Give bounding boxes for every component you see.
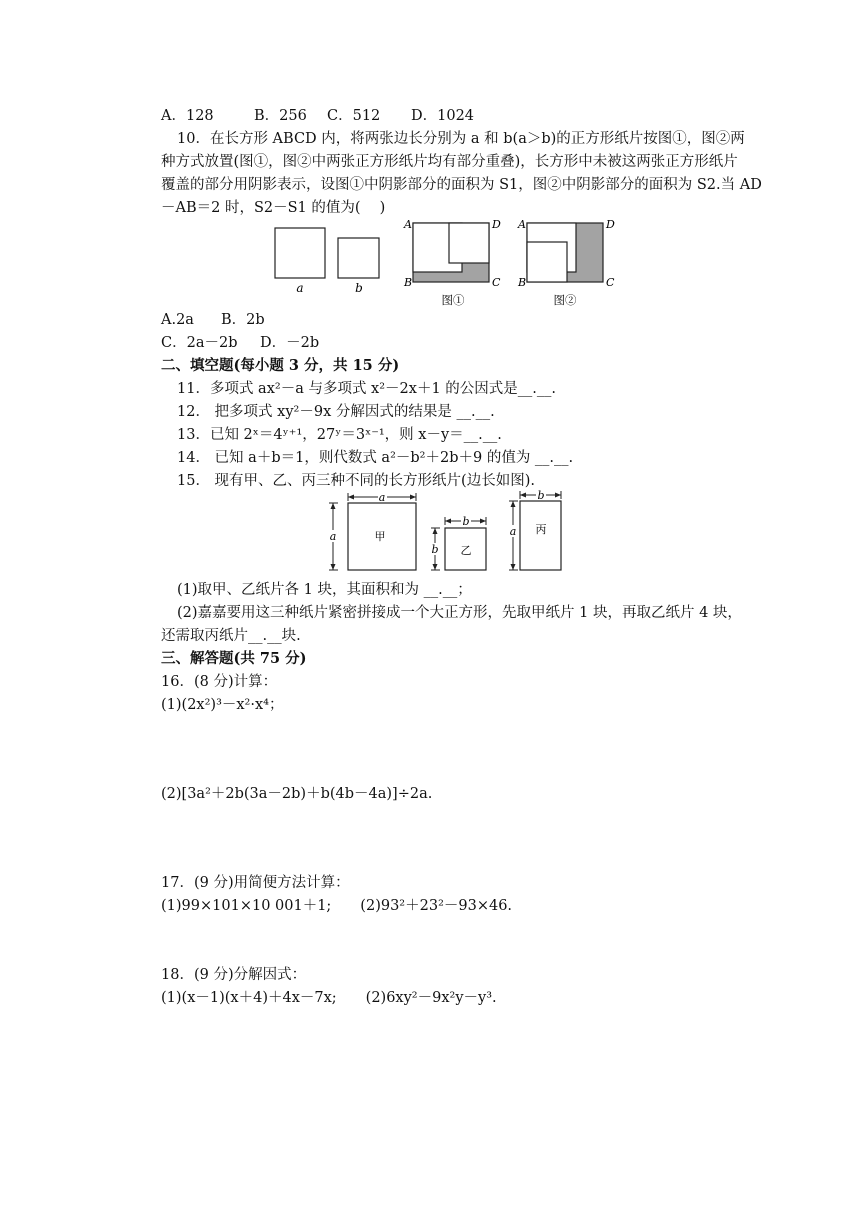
bing-label: 丙 (535, 523, 547, 536)
q16-title: 16．(8 分)计算： (161, 674, 278, 690)
q10-line-4: －AB＝2 时，S2－S1 的值为( ) (161, 200, 386, 216)
section-2-heading: 二、填空题(每小题 3 分，共 15 分) (161, 357, 400, 374)
q16-part-2: (2)[3a²＋2b(3a－2b)＋b(4b－4a)]÷2a. (161, 786, 433, 802)
square-a (275, 228, 325, 278)
figure-2-caption: 图② (553, 293, 577, 307)
q13: 13．已知 2ˣ＝4ʸ⁺¹，27ʸ＝3ˣ⁻¹，则 x－y＝__.__. (177, 427, 502, 443)
figure-1 (403, 218, 501, 307)
jia-height-label: a (329, 530, 337, 543)
label-D-2: D (606, 218, 615, 231)
label-C-2: C (606, 276, 615, 289)
q10-line-2: 种方式放置(图①，图②中两张正方形纸片均有部分重叠)，长方形中未被这两张正方形纸片 (161, 154, 738, 170)
q12: 12． 把多项式 xy²－9x 分解因式的结果是 __.__. (177, 404, 495, 420)
square-b-2 (527, 242, 567, 282)
q16-part-1: (1)(2x²)³－x²·x⁴； (161, 697, 284, 713)
q10-line-3: 覆盖的部分用阴影表示，设图①中阴影部分的面积为 S1，图②中阴影部分的面积为 S2.当 AD (161, 177, 762, 193)
yi-label: 乙 (460, 544, 472, 557)
q9-option-c: C．512 (327, 108, 381, 124)
figure-2 (517, 218, 615, 307)
q15-part-1: (1)取甲、乙纸片各 1 块，其面积和为 __.__； (177, 582, 472, 598)
square-b-1 (449, 223, 489, 263)
paper-yi (430, 515, 486, 570)
q17-title: 17．(9 分)用简便方法计算： (161, 875, 350, 891)
label-B-2: B (518, 276, 527, 289)
q11: 11．多项式 ax²－a 与多项式 x²－2x＋1 的公因式是__.__. (177, 381, 557, 397)
q10-figure (265, 212, 625, 312)
q15-part-2: (2)嘉嘉要用这三种纸片紧密拼接成一个大正方形，先取甲纸片 1 块，再取乙纸片 4 块， (177, 605, 742, 621)
jia-width-label: a (378, 491, 386, 504)
q18-parts: (1)(x－1)(x＋4)＋4x－7x; (2)6xy²－9x²y－y³. (161, 990, 497, 1006)
q10-option-b: B．2b (221, 312, 265, 328)
q15-figure (325, 488, 575, 578)
label-D-1: D (492, 218, 501, 231)
q10-option-d: D．－2b (260, 335, 320, 351)
paper-jia (328, 491, 416, 570)
label-B-1: B (404, 276, 413, 289)
figure-1-caption: 图① (441, 293, 465, 307)
square-b (338, 238, 379, 278)
q18-title: 18．(9 分)分解因式： (161, 967, 307, 983)
label-A-2: A (518, 218, 526, 231)
label-C-1: C (492, 276, 501, 289)
q14: 14． 已知 a＋b＝1，则代数式 a²－b²＋2b＋9 的值为 __.__. (177, 450, 574, 466)
q17-parts: (1)99×101×10 001＋1; (2)93²＋23²－93×46. (161, 898, 513, 914)
q10-option-a: A.2a (161, 312, 194, 328)
q9-option-b: B．256 (254, 108, 307, 124)
q9-option-a: A．128 (161, 108, 214, 124)
q15-intro: 15． 现有甲、乙、丙三种不同的长方形纸片(边长如图). (177, 473, 535, 489)
q15-part-2-cont: 还需取丙纸片__.__块. (161, 628, 301, 644)
bing-width-label: b (537, 489, 545, 502)
q10-line-1: 10．在长方形 ABCD 内，将两张边长分别为 a 和 b(a＞b)的正方形纸片按图①，图②两 (177, 131, 745, 147)
jia-label: 甲 (374, 530, 386, 543)
q10-option-c: C．2a－2b (161, 335, 238, 351)
section-3-heading: 三、解答题(共 75 分) (161, 650, 307, 667)
yi-height-label: b (431, 543, 439, 556)
square-a-label: a (296, 281, 304, 295)
bing-height-label: a (509, 525, 517, 538)
label-A-1: A (404, 218, 412, 231)
yi-width-label: b (462, 515, 470, 528)
paper-bing (508, 489, 561, 570)
q9-option-d: D．1024 (411, 108, 475, 124)
square-b-label: b (355, 281, 363, 295)
